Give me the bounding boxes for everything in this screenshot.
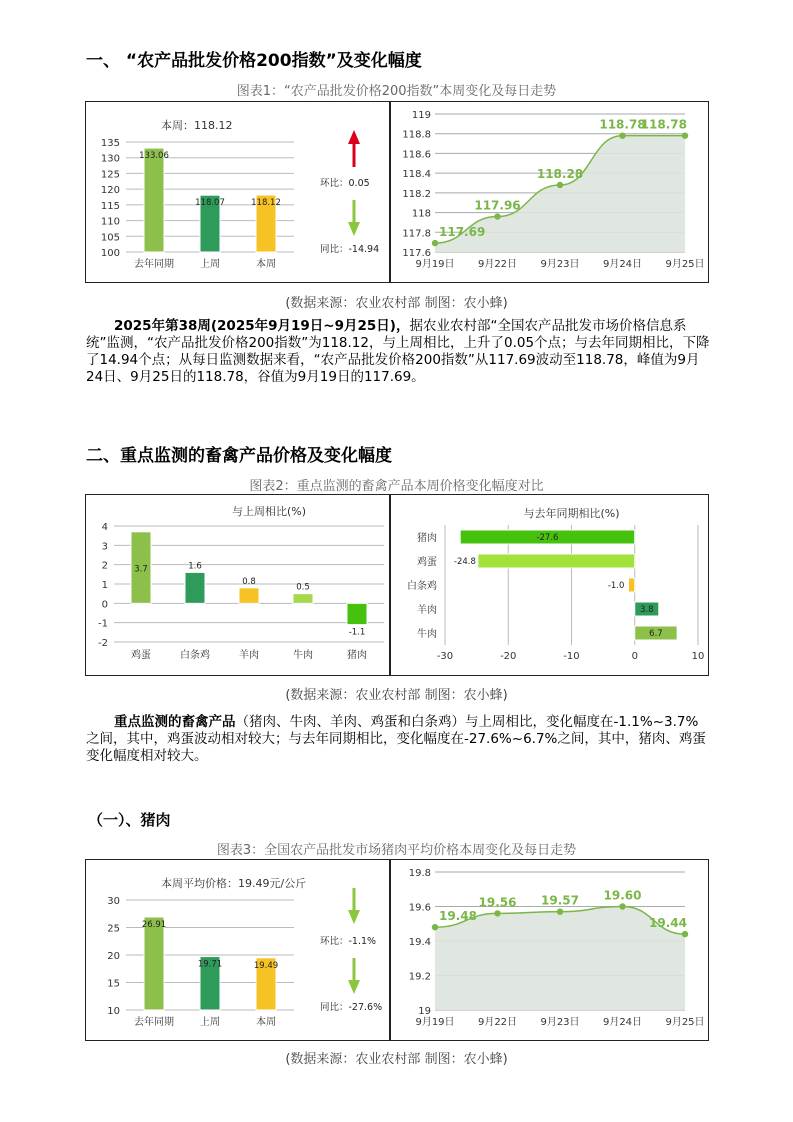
section1-paragraph [86,318,710,386]
data-label: 118.78 [599,117,646,132]
y-tick-label: 118 [411,208,431,220]
chart-mom-change [86,495,389,675]
x-tick-label: 本周 [256,259,276,270]
bar [141,917,167,1010]
data-label: 1.6 [188,561,202,572]
figure1-left-panel [85,101,390,283]
x-tick-label: 羊肉 [239,650,259,661]
y-tick-label: 120 [100,185,120,197]
x-tick-label: -30 [436,651,454,662]
figure3-caption: 图表3：全国农产品批发市场猪肉平均价格本周变化及每日走势 [216,843,577,858]
data-point [682,931,688,937]
y-tick-label: 20 [107,951,120,962]
down-arrow-icon [348,222,360,236]
data-label: 117.96 [474,198,521,213]
y-tick-label: 19.2 [408,971,431,983]
data-label: 19.56 [478,895,517,910]
data-point [494,910,500,916]
data-label: 19.57 [541,893,579,908]
y-tick-label: 125 [100,169,120,181]
y-tick-label: 鸡蛋 [417,557,437,568]
data-label: 0.5 [296,582,310,593]
data-label: 118.28 [536,166,584,181]
data-point [619,132,625,138]
x-tick-label: 9月19日 [415,259,455,270]
x-tick-label: 9月25日 [665,1017,705,1028]
figure2-left-panel [85,494,390,676]
section3-title: （一）、猪肉 [88,811,171,829]
data-label: 19.60 [603,888,642,903]
data-label: 3.8 [640,605,654,615]
x-tick-label: 0 [631,651,638,662]
x-tick-label: 9月23日 [540,259,580,270]
data-label: 19.49 [253,960,279,971]
x-tick-label: 9月22日 [477,259,518,270]
x-tick-label: 9月25日 [665,259,705,270]
y-tick-label: 117.8 [402,228,431,240]
chart-index-weekly-bars [86,102,389,282]
bar [293,594,313,604]
up-arrow-icon [348,130,360,144]
x-tick-label: 9月23日 [540,1017,580,1028]
x-tick-label: 去年同期 [134,1017,174,1028]
section1-para-bold: 2025年第38周(2025年9月19日~9月25日)， [114,318,410,334]
figure3-left-panel [85,859,390,1041]
data-label: 118.12 [251,198,281,209]
bar [144,148,164,252]
y-tick-label: 118.2 [402,188,431,200]
x-tick-label: 去年同期 [134,259,174,270]
down-arrow-icon [348,980,360,994]
figure1-source: (数据来源：农业农村部 制图：农小蜂) [285,296,508,311]
chart-title: 与上周相比(%) [231,505,307,518]
yoy-label: 同比：-14.94 [320,244,380,255]
y-tick-label: 白条鸡 [407,581,437,592]
x-tick-label: 本周 [256,1017,276,1028]
x-tick-label: 10 [691,651,705,662]
week-value-label: 本周平均价格：19.49元/公斤 [161,877,307,890]
y-tick-label: 135 [100,138,120,149]
y-tick-label: 115 [100,200,120,212]
x-tick-label: 上周 [200,259,220,270]
section2-para-bold: 重点监测的畜禽产品 [114,714,236,730]
y-tick-label: -2 [98,638,108,649]
bar [185,572,205,603]
section2-paragraph [86,714,710,765]
y-tick-label: 30 [107,896,120,907]
data-label: 118.78 [640,117,687,132]
section1-title: 一、 “农产品批发价格200指数”及变化幅度 [86,51,422,71]
figure2-caption: 图表2：重点监测的畜禽产品本周价格变化幅度对比 [249,479,544,494]
data-label: 19.48 [439,909,477,924]
data-label: 117.69 [439,225,486,240]
y-tick-label: 119 [411,110,431,121]
figure1-right-panel [390,101,709,283]
data-label: -27.6 [536,533,559,543]
yoy-label: 同比：-27.6% [320,1002,383,1013]
figure3-right-panel [390,859,709,1041]
x-tick-label: 9月24日 [602,1017,643,1028]
y-tick-label: 100 [100,248,120,259]
figure2-source: (数据来源：农业农村部 制图：农小蜂) [285,688,508,703]
y-tick-label: 4 [101,522,108,533]
y-tick-label: 25 [107,923,120,935]
y-tick-label: 羊肉 [417,605,437,616]
chart-pork-weekly-bars [86,860,389,1040]
y-tick-label: 猪肉 [417,533,437,544]
x-tick-label: 猪肉 [347,650,367,661]
y-tick-label: -1 [98,618,108,630]
x-tick-label: 上周 [200,1017,220,1028]
section2-title: 二、重点监测的畜禽产品价格及变化幅度 [86,446,392,466]
data-point [432,924,438,930]
y-tick-label: 0 [101,599,108,611]
x-tick-label: 牛肉 [293,650,313,661]
data-label: 133.06 [139,151,169,162]
bar [347,603,367,624]
y-tick-label: 105 [100,232,120,244]
week-value-label: 本周：118.12 [161,119,233,132]
section1-para-text: 据农业农村部“全国农产品批发市场价格信息系统”监测，“农产品批发价格200指数”为118.12，与上周相比，上升了0.05个点；与去年同期相比，下降了14.94个点；从每日监测数据来看，“农产品批发价格200指数”从117.69波动至118.78，峰值为9月24日、9月25日的118.78，谷值为9月19日的117.69。 [86,318,710,385]
y-tick-label: 3 [101,541,108,553]
data-label: 19.44 [649,916,687,931]
x-tick-label: -20 [500,651,517,662]
y-tick-label: 1 [101,580,108,591]
y-tick-label: 110 [100,216,120,228]
y-tick-label: 118.8 [402,129,431,141]
x-tick-label: 白条鸡 [180,650,210,661]
data-label: 6.7 [649,629,663,639]
section2-para-text: （猪肉、牛肉、羊肉、鸡蛋和白条鸡）与上周相比，变化幅度在-1.1%~3.7%之间，其中，鸡蛋波动相对较大；与去年同期相比，变化幅度在-27.6%~6.7%之间，其中，猪肉、鸡蛋变化幅度相对较大。 [86,714,706,764]
bar [628,578,634,592]
data-label: -24.8 [453,557,476,567]
y-tick-label: 118.6 [402,149,431,161]
data-label: 118.07 [195,198,225,209]
y-tick-label: 118.4 [402,169,431,181]
chart-yoy-change [391,495,708,675]
y-tick-label: 19 [418,1006,431,1017]
x-tick-label: 9月24日 [602,259,643,270]
data-point [494,213,500,219]
figure3-source: (数据来源：农业农村部 制图：农小蜂) [285,1052,508,1067]
y-tick-label: 19.4 [408,937,431,948]
data-point [557,908,563,914]
y-tick-label: 19.6 [408,902,431,914]
data-label: -1.1 [348,627,366,638]
data-label: -1.0 [607,581,625,591]
bar [478,554,635,568]
y-tick-label: 10 [107,1006,120,1017]
data-label: 26.91 [141,919,167,930]
data-point [557,182,563,188]
chart-index-daily-trend [391,102,708,282]
x-tick-label: 鸡蛋 [131,650,151,661]
y-tick-label: 19.8 [408,868,431,879]
y-tick-label: 130 [100,153,120,165]
data-point [432,240,438,246]
mom-label: 环比：-1.1% [320,936,377,947]
data-label: 0.8 [242,576,256,587]
y-tick-label: 15 [107,978,120,990]
x-tick-label: 9月22日 [477,1017,518,1028]
figure1-caption: 图表1：“农产品批发价格200指数”本周变化及每日走势 [236,84,557,99]
data-point [682,132,688,138]
x-tick-label: 9月19日 [415,1017,455,1028]
chart-title: 与去年同期相比(%) [523,507,620,520]
figure2-right-panel [390,494,709,676]
y-tick-label: 2 [101,560,108,572]
down-arrow-icon [348,910,360,924]
x-tick-label: -10 [563,651,580,662]
y-tick-label: 牛肉 [417,629,437,640]
data-label: 19.71 [197,959,223,970]
bar [239,588,259,603]
data-point [619,903,625,909]
chart-pork-daily-trend [391,860,708,1040]
data-label: 3.7 [134,564,148,575]
y-tick-label: 117.6 [402,248,431,259]
mom-label: 环比：0.05 [320,178,370,189]
